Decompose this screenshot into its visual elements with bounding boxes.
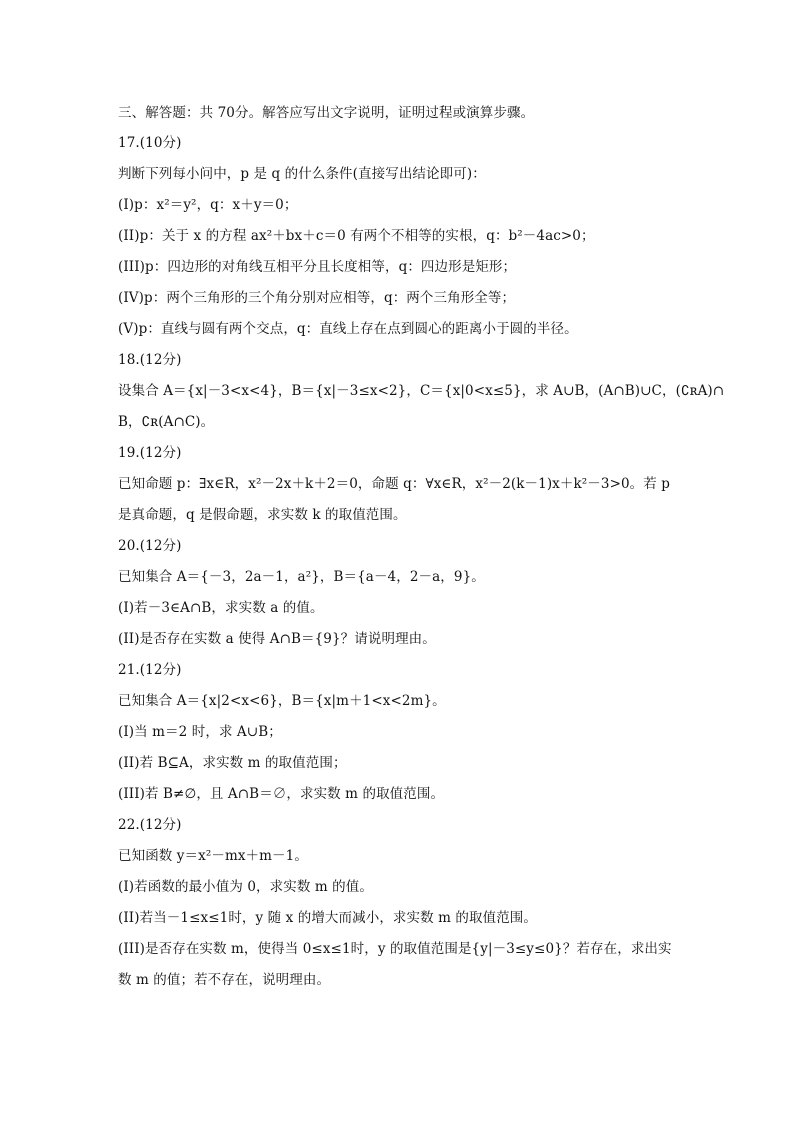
q20-number: 20.(12分)	[118, 538, 182, 554]
q19-line-1: 已知命题 p：∃x∈R，x²－2x＋k＋2＝0，命题 q：∀x∈R，x²－2(k－1)x＋k²－3>0。若 p	[118, 476, 671, 492]
q18-number: 18.(12分)	[118, 352, 182, 368]
q18-line-2: B，∁ʀ(A∩C)。	[118, 414, 215, 430]
q21-item-3: (III)若 B≠∅，且 A∩B＝∅，求实数 m 的取值范围。	[118, 786, 445, 802]
q20-item-2: (II)是否存在实数 a 使得 A∩B＝{9}？请说明理由。	[118, 631, 436, 647]
q21-number: 21.(12分)	[118, 662, 182, 678]
q17-intro: 判断下列每小问中，p 是 q 的什么条件(直接写出结论即可)：	[118, 166, 486, 182]
q22-item-2: (II)若当－1≤x≤1时，y 随 x 的增大而减小，求实数 m 的取值范围。	[118, 910, 538, 926]
q17-number: 17.(10分)	[118, 135, 182, 151]
q19-number: 19.(12分)	[118, 445, 182, 461]
q21-intro: 已知集合 A＝{x|2<x<6}，B＝{x|m＋1<x<2m}。	[118, 693, 446, 709]
q21-item-1: (I)当 m＝2 时，求 A∪B；	[118, 724, 282, 740]
q18-line-1: 设集合 A＝{x|－3<x<4}，B＝{x|－3≤x<2}，C＝{x|0<x≤5}，求 A∪B，(A∩B)∪C，(∁ʀA)∩	[118, 383, 725, 399]
q21-item-2: (II)若 B⊆A，求实数 m 的取值范围；	[118, 755, 347, 771]
q17-item-5: (V)p：直线与圆有两个交点，q：直线上存在点到圆心的距离小于圆的半径。	[118, 321, 578, 337]
q22-number: 22.(12分)	[118, 817, 182, 833]
q22-intro: 已知函数 y＝x²－mx＋m－1。	[118, 848, 308, 864]
q17-item-1: (I)p：x²＝y²，q：x＋y＝0；	[118, 197, 298, 213]
q20-intro: 已知集合 A＝{－3，2a－1，a²}，B＝{a－4，2－a，9}。	[118, 569, 485, 585]
q22-item-1: (I)若函数的最小值为 0，求实数 m 的值。	[118, 879, 373, 895]
section-heading: 三、解答题：共 70分。解答应写出文字说明，证明过程或演算步骤。	[118, 105, 535, 121]
q19-line-2: 是真命题，q 是假命题，求实数 k 的取值范围。	[118, 507, 407, 523]
q17-item-2: (II)p：关于 x 的方程 ax²＋bx＋c＝0 有两个不相等的实根，q：b²－4ac>0；	[118, 228, 595, 244]
q22-item-3: (III)是否存在实数 m，使得当 0≤x≤1时，y 的取值范围是{y|－3≤y≤0}？若存在，求出实	[118, 941, 672, 957]
q17-item-4: (IV)p：两个三角形的三个角分别对应相等，q：两个三角形全等；	[118, 290, 516, 306]
q17-item-3: (III)p：四边形的对角线互相平分且长度相等，q：四边形是矩形；	[118, 259, 517, 275]
q22-item-4: 数 m 的值；若不存在，说明理由。	[118, 972, 331, 988]
q20-item-1: (I)若－3∈A∩B，求实数 a 的值。	[118, 600, 324, 616]
